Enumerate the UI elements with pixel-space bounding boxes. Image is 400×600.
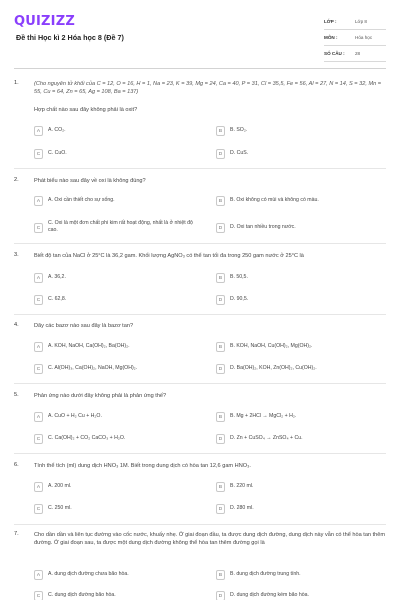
option-a[interactable]: [34, 342, 204, 354]
option-text: B. KOH, NaOH, Cu(OH)₂, Mg(OH)₂.: [230, 343, 313, 349]
option-text: D. Zn + CuSO₄ → ZnSO₄ + Cu.: [230, 435, 303, 441]
option-a[interactable]: [34, 273, 204, 285]
option-text: A. CO₂.: [48, 127, 66, 133]
option-b[interactable]: [216, 342, 386, 354]
option-b[interactable]: [216, 196, 386, 208]
option-c[interactable]: [34, 434, 204, 446]
option-letter: C: [34, 295, 43, 305]
option-a[interactable]: [34, 126, 204, 138]
question-text: Tính thể tích (ml) dung dịch HNO₃ 1M. Biết trong dung dịch có hòa tan 12,6 gam HNO₃.: [34, 463, 251, 469]
option-a[interactable]: [34, 196, 204, 208]
question-number: 6.: [14, 462, 19, 468]
meta-key: LỚP :: [324, 19, 337, 24]
option-letter: A: [34, 196, 43, 206]
question-text: Biết độ tan của NaCl ở 25°C là 36,2 gam. Khối lượng AgNO₃ có thể tan tối đa trong 250 gam nước ở 25°C là: [34, 253, 304, 259]
question-number: 7.: [14, 531, 19, 537]
option-letter: C: [34, 591, 43, 600]
option-letter: C: [34, 223, 43, 233]
option-d[interactable]: [216, 591, 386, 600]
option-letter: B: [216, 342, 225, 352]
option-text: D. Ba(OH)₂, KOH, Zn(OH)₂, Cu(OH)₂.: [230, 365, 317, 371]
option-a[interactable]: [34, 412, 204, 424]
option-letter: A: [34, 570, 43, 580]
option-letter: A: [34, 126, 43, 136]
option-letter: C: [34, 149, 43, 159]
option-d[interactable]: [216, 149, 386, 161]
option-letter: B: [216, 126, 225, 136]
option-b[interactable]: [216, 412, 386, 424]
question-text: Hợp chất nào sau đây không phải là oxit?: [34, 107, 138, 113]
option-d[interactable]: [216, 434, 386, 446]
option-text: B. dung dịch đường trung tính.: [230, 571, 301, 577]
option-letter: D: [216, 591, 225, 600]
question-divider: [14, 168, 386, 169]
question-divider: [14, 314, 386, 315]
option-c[interactable]: [34, 364, 204, 376]
option-text: B. Mg + 2HCl → MgCl₂ + H₂.: [230, 413, 297, 419]
option-text: A. 200 ml.: [48, 483, 72, 489]
question-number: 5.: [14, 392, 19, 398]
question-divider: [14, 453, 386, 454]
option-d[interactable]: [216, 295, 386, 307]
header-divider: [14, 68, 386, 69]
question-text: Phát biểu nào sau đây về oxi là không đúng?: [34, 178, 146, 184]
question-divider: [14, 524, 386, 525]
option-text: D. 280 ml.: [230, 505, 254, 511]
question-divider: [14, 383, 386, 384]
option-text: A. dung dịch đường chưa bão hòa.: [48, 571, 129, 577]
option-c[interactable]: [34, 591, 204, 600]
option-letter: B: [216, 412, 225, 422]
option-text: C. Ca(OH)₂ + CO₂ CaCO₃ + H₂O.: [48, 435, 126, 441]
option-letter: B: [216, 570, 225, 580]
option-letter: D: [216, 364, 225, 374]
option-letter: C: [34, 504, 43, 514]
option-letter: A: [34, 342, 43, 352]
meta-row-subject: [324, 30, 386, 46]
option-text: C. 62,8.: [48, 296, 67, 302]
option-text: C. 250 ml.: [48, 505, 72, 511]
question-text: Dãy các bazơ nào sau đây là bazơ tan?: [34, 323, 134, 329]
question-text: Phản ứng nào dưới đây không phải là phản ứng thế?: [34, 393, 167, 399]
option-letter: D: [216, 504, 225, 514]
option-text: D. CuS.: [230, 150, 249, 156]
option-c[interactable]: [34, 149, 204, 161]
meta-value: 28: [355, 51, 361, 56]
question-number: 2.: [14, 177, 19, 183]
option-text: B. SO₂.: [230, 127, 248, 133]
option-text: B. Oxi không có mùi và không có màu.: [230, 197, 319, 203]
option-letter: C: [34, 364, 43, 374]
option-text: C. Oxi là một đơn chất phi kim rất hoạt động, nhất là ở nhiệt độ cao.: [48, 220, 193, 233]
option-text: D. Oxi tan nhiều trong nước.: [230, 224, 296, 230]
question-number: 4.: [14, 322, 19, 328]
document-title: Đề thi Học kì 2 Hóa học 8 (Đề 7): [16, 33, 124, 42]
question-number: 1.: [14, 80, 19, 86]
option-b[interactable]: [216, 570, 386, 582]
option-letter: D: [216, 434, 225, 444]
meta-row-class: [324, 14, 386, 30]
option-c[interactable]: [34, 295, 204, 307]
meta-value: Lớp 8: [355, 19, 367, 24]
option-text: C. CuO.: [48, 150, 67, 156]
option-letter: B: [216, 273, 225, 283]
question-text: Cho dần dần và liên tục đường vào cốc nước, khuấy nhẹ. Ở giai đoạn đầu, ta được dung dịch đường, dung dịch này vẫn có thể hòa tan thêm đường. Ở giai đoạn sau, ta được một dung dịch đường không thể hòa tan thêm đường gọi là: [34, 532, 386, 546]
option-letter: D: [216, 295, 225, 305]
option-text: D. dung dịch đường kém bão hòa.: [230, 592, 309, 598]
option-text: C. dung dịch đường bão hòa.: [48, 592, 116, 598]
option-a[interactable]: [34, 570, 204, 582]
quizizz-logo: QUIZIZZ: [14, 14, 75, 29]
option-letter: A: [34, 482, 43, 492]
option-b[interactable]: [216, 273, 386, 285]
meta-key: MÔN :: [324, 35, 338, 40]
option-c[interactable]: [34, 220, 204, 235]
meta-value: Hóa học: [355, 35, 373, 40]
option-b[interactable]: [216, 482, 386, 494]
option-text: A. KOH, NaOH, Ca(OH)₂, Ba(OH)₂.: [48, 343, 130, 349]
option-letter: A: [34, 273, 43, 283]
option-letter: B: [216, 196, 225, 206]
option-letter: B: [216, 482, 225, 492]
option-text: D. 90,5.: [230, 296, 249, 302]
question-number: 3.: [14, 252, 19, 258]
option-d[interactable]: [216, 504, 386, 516]
option-b[interactable]: [216, 126, 386, 138]
option-text: B. 50,5.: [230, 274, 248, 280]
option-text: A. Oxi cần thiết cho sự sống.: [48, 197, 115, 203]
option-letter: C: [34, 434, 43, 444]
option-text: C. Al(OH)₃, Ca(OH)₂, NaOH, Mg(OH)₂.: [48, 365, 138, 371]
meta-table: [324, 14, 386, 62]
option-text: A. CuO + H₂ Cu + H₂O.: [48, 413, 102, 419]
option-c[interactable]: [34, 504, 204, 516]
option-d[interactable]: [216, 223, 386, 235]
meta-row-count: [324, 46, 386, 62]
option-text: B. 220 ml.: [230, 483, 254, 489]
option-text: A. 36,2.: [48, 274, 66, 280]
question-note: [34, 80, 386, 96]
option-a[interactable]: [34, 482, 204, 494]
atomic-mass-note: (Cho nguyên tử khối của C = 12, O = 16, H = 1, Na = 23, K = 39, Mg = 24, Ca = 40, P = 31, Cl = 35,5, Fe = 56, Al = 27, N = 14, S = 32, Mn = 55, Cu = 64, Zn = 65, Ag = 108, Ba = 137): [34, 81, 382, 95]
option-d[interactable]: [216, 364, 386, 376]
option-letter: D: [216, 223, 225, 233]
question-divider: [14, 243, 386, 244]
meta-key: SỐ CÂU :: [324, 51, 345, 56]
option-letter: A: [34, 412, 43, 422]
option-letter: D: [216, 149, 225, 159]
